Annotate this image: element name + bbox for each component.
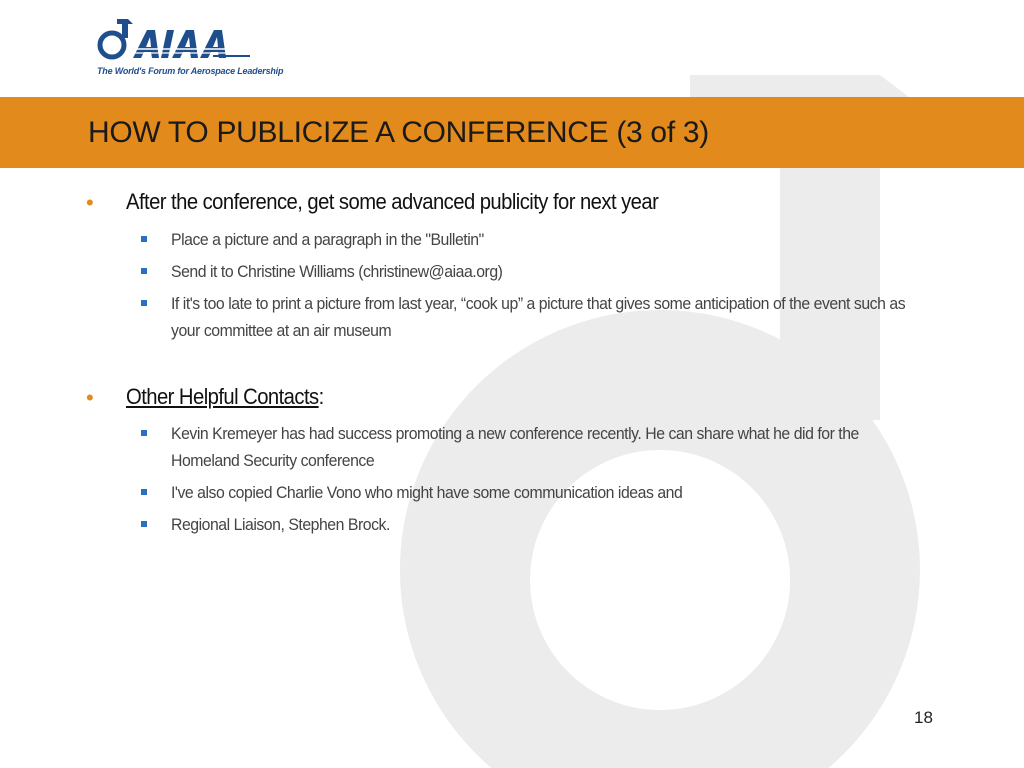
page-number: 18 [914, 708, 933, 727]
other-helpful-contacts-label: Other Helpful Contacts [126, 384, 319, 409]
sub-bullet-square-icon [141, 430, 147, 436]
sub-bullet-square-icon [141, 236, 147, 242]
bullet-1-text: After the conference, get some advanced publicity for next year [126, 189, 659, 214]
sub-bullet-square-icon [141, 300, 147, 306]
sub-bullet-square-icon [141, 268, 147, 274]
bullet-dot-icon [86, 387, 96, 397]
logo-tagline: The World's Forum for Aerospace Leadership [97, 66, 284, 76]
bullet-dot-icon [86, 192, 96, 202]
sub-bullet-square-icon [141, 489, 147, 495]
bullet-1-sub-3: If it's too late to print a picture from last year, “cook up” a picture that gives some anticipation of the event such as your committee at an air museum [171, 294, 906, 340]
bullet-2-sub-2: I've also copied Charlie Vono who might have some communication ideas and [171, 483, 683, 502]
slide-title: HOW TO PUBLICIZE A CONFERENCE (3 of 3) [88, 116, 709, 149]
bullet-1-sub-2: Send it to Christine Williams (christinew@aiaa.org) [171, 262, 503, 281]
bullet-2-suffix: : [318, 384, 324, 409]
bullet-1-sub-1: Place a picture and a paragraph in the "Bulletin" [171, 230, 484, 249]
logo-emblem-icon [100, 19, 133, 57]
sub-bullet-square-icon [141, 521, 147, 527]
bullet-2-sub-1: Kevin Kremeyer has had success promoting a new conference recently. He can share what he did for the Homeland Security conference [171, 424, 859, 470]
bullet-2-sub-3: Regional Liaison, Stephen Brock. [171, 515, 390, 534]
bullet-2-text [126, 384, 324, 410]
